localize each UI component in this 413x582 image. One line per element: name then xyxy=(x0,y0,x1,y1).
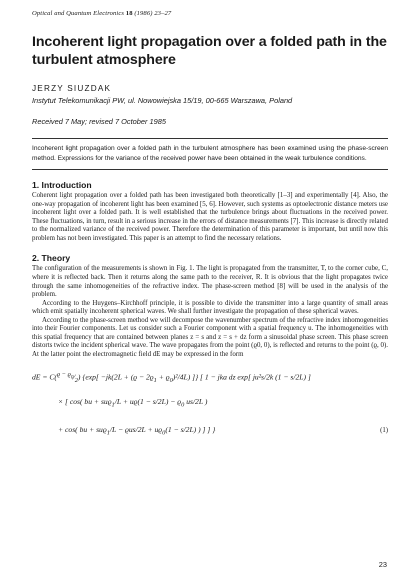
introduction-paragraph: Coherent light propagation over a folded path has been investigated both theoretically [1–3] and experimentally [4]. Also, the one-way propagation of incoherent light has been examined [5, 6]. However, such systems as optoelectronic distance meters use incoherent light over a folded path. It is well established that the turbulence brings about fluctuations in the received power. These fluctuations, in turn, result in a serious increase in the errors of distance measurements [7]. This increase is directly related to the normalized variance of the received power. Therefore the determination of this parameter is important, but until now this problem has not been investigated. This paper is an attempt to find the necessary relations. xyxy=(32,192,388,242)
theory-paragraph-1: The configuration of the measurements is shown in Fig. 1. The light is propagated from the transmitter, T, to the corner cube, C, where it is reflected back. Then it returns along the same path to the receiver, R. It is obvious that the light propagates twice through the same inhomogeneities of the refractive index. The phase-screen method [8] will be used in the analysis of the problem. xyxy=(32,265,388,299)
article-author: JERZY SIUZDAK xyxy=(32,84,112,93)
equation-line-2: × [ cos( bu + $suϱ_1/L + uϱ(1 - s/2L) - ϱ_0$ us/2L ) xyxy=(58,397,208,409)
equation-line-3: + cos( bu + $suϱ_1/L - ϱus/2L + uϱ_0(1 - s/2L)$ ) ] ] } xyxy=(58,425,216,437)
received-dates: Received 7 May; revised 7 October 1985 xyxy=(32,117,166,126)
author-affiliation: Instytut Telekomunikacji PW, ul. Nowowiejska 15/19, 00-665 Warszawa, Poland xyxy=(32,96,293,105)
abstract-bottom-rule xyxy=(32,169,388,170)
journal-volume: 18 xyxy=(125,10,133,17)
equation-line-1: dE = $C(^{ϱ - ϱ_0}⁄_2)$ {$\exp[ -jk(2L + (ϱ - 2ϱ_1 + ϱ_0)^2/4L)$ ]} [ 1 − jka dz exp[ ju²s/2k (1 − s/2L) ] xyxy=(32,371,311,385)
abstract: Incoherent light propagation over a folded path in the turbulent atmosphere has been examined using the phase-screen method. Expressions for the variance of the received power have been obtained in the weak turbulence conditions. xyxy=(32,145,388,162)
running-head xyxy=(32,10,388,17)
section-heading-theory: 2. Theory xyxy=(32,253,71,264)
theory-paragraph-3: According to the phase-screen method we will decompose the wavenumber spectrum of the refractive index inhomogeneities into their Fourier components. Let us consider such a Fourier component with a spatial frequency u. The inhomogeneities with this spatial frequency that are contained between planes z = s and z = s + dz form a sinusoidal phase screen. This phase screen distorts twice the incident spherical wave. The wave propagates from the point (ϱ0, 0), is reflected and returns to the point (ϱ, 0). At the latter point the electromagnetic field dE may be expressed in the form xyxy=(32,316,388,358)
equation-1 xyxy=(32,367,388,445)
equation-number: (1) xyxy=(380,427,388,435)
journal-name: Optical and Quantum Electronics xyxy=(32,10,125,17)
section-heading-introduction: 1. Introduction xyxy=(32,180,92,191)
theory-paragraph-2: According to the Huygens–Kirchhoff principle, it is possible to divide the transmitter into a large quantity of small areas which emit spatially incoherent spherical waves. We shall further investigate the propagation of these spherical waves. xyxy=(32,299,388,316)
article-title: Incoherent light propagation over a folded path in the turbulent atmosphere xyxy=(32,34,387,68)
page-number: 23 xyxy=(378,560,387,569)
journal-citation: (1986) 23–27 xyxy=(134,10,172,17)
article-page xyxy=(32,10,388,445)
